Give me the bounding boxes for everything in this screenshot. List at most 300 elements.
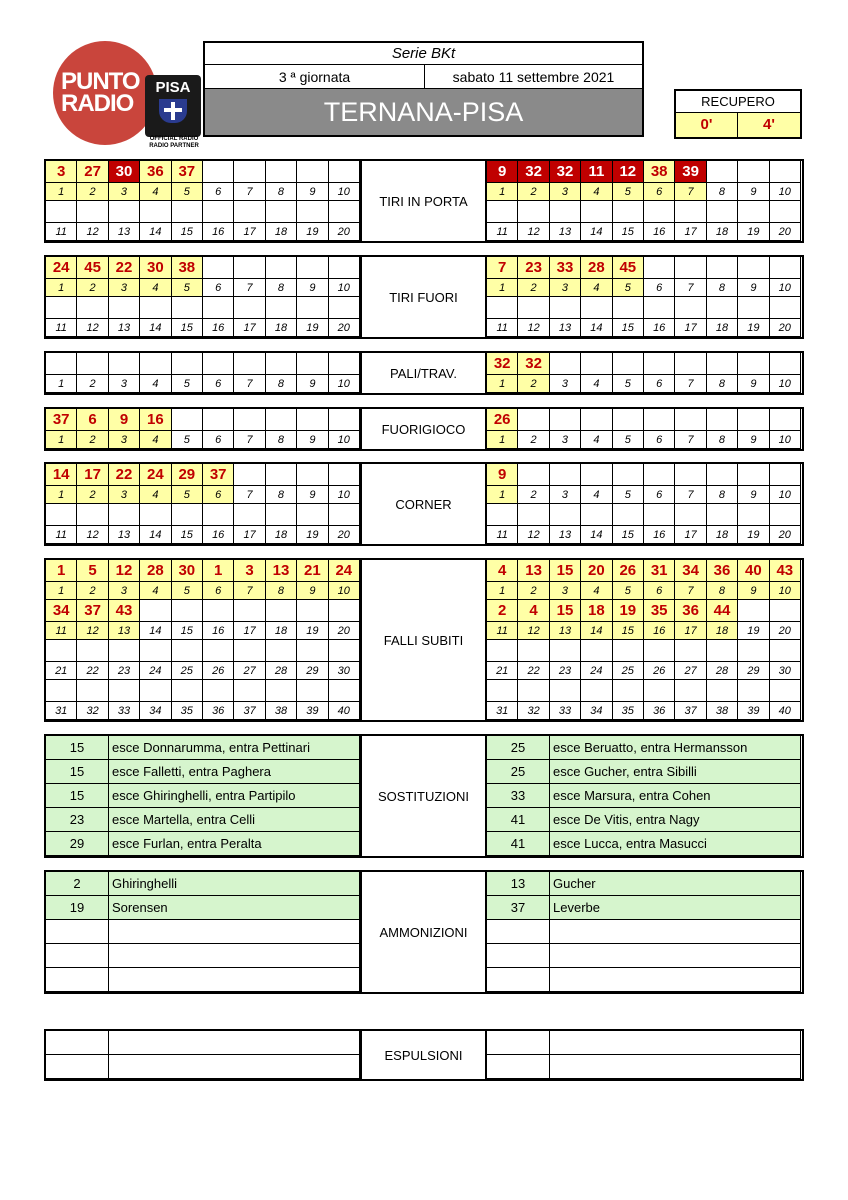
stat-index-cell: 19 <box>297 622 328 640</box>
recupero-first-half: 0' <box>676 113 738 137</box>
stat-index-cell: 8 <box>707 486 738 504</box>
stat-value-cell <box>297 161 328 183</box>
expulsions-entry <box>109 1031 360 1055</box>
stat-value-cell: 5 <box>77 560 108 582</box>
stat-index-cell: 4 <box>581 582 612 600</box>
stat-value-cell <box>329 680 360 702</box>
stat-value-cell: 13 <box>266 560 297 582</box>
stat-index-cell: 8 <box>707 183 738 201</box>
stat-index-cell: 13 <box>550 526 581 544</box>
stat-value-cell <box>581 640 612 662</box>
stat-value-cell <box>707 504 738 526</box>
stat-value-cell: 18 <box>581 600 612 622</box>
stat-index-cell: 8 <box>266 375 297 393</box>
stat-index-cell: 7 <box>675 431 706 449</box>
stat-index-cell: 16 <box>203 622 234 640</box>
stat-value-cell: 1 <box>203 560 234 582</box>
stat-index-cell: 26 <box>203 662 234 680</box>
stat-index-cell: 32 <box>518 702 549 720</box>
stat-value-cell <box>140 353 171 375</box>
bookings-minute <box>46 920 109 944</box>
stat-index-cell: 3 <box>109 279 140 297</box>
stat-value-cell: 35 <box>644 600 675 622</box>
stat-value-cell <box>487 680 518 702</box>
stat-value-cell <box>203 161 234 183</box>
stat-index-cell: 14 <box>140 526 171 544</box>
stat-index-cell: 3 <box>550 279 581 297</box>
stat-index-cell: 22 <box>518 662 549 680</box>
stat-value-cell: 32 <box>487 353 518 375</box>
stat-value-cell <box>613 297 644 319</box>
stat-index-cell: 31 <box>46 702 77 720</box>
bookings-entry: Leverbe <box>550 896 801 920</box>
stat-index-cell: 13 <box>550 319 581 337</box>
stat-value-cell <box>738 353 769 375</box>
stat-value-cell: 4 <box>487 560 518 582</box>
stat-index-cell: 1 <box>487 279 518 297</box>
stat-value-cell: 13 <box>518 560 549 582</box>
stat-value-cell: 28 <box>581 257 612 279</box>
stat-value-cell <box>487 504 518 526</box>
stat-value-cell <box>518 680 549 702</box>
stat-value-cell <box>770 353 801 375</box>
stat-value-cell: 9 <box>487 464 518 486</box>
stat-value-cell <box>329 201 360 223</box>
stat-value-cell <box>140 297 171 319</box>
stat-value-cell <box>518 409 549 431</box>
stat-index-cell: 3 <box>550 486 581 504</box>
stat-value-cell <box>329 600 360 622</box>
stat-index-cell: 6 <box>644 183 675 201</box>
stat-value-cell: 31 <box>644 560 675 582</box>
stat-index-cell: 9 <box>738 375 769 393</box>
stat-index-cell: 19 <box>297 319 328 337</box>
stat-value-cell: 6 <box>77 409 108 431</box>
stat-index-cell: 7 <box>234 183 265 201</box>
stat-index-cell: 8 <box>266 486 297 504</box>
stat-value-cell: 15 <box>550 600 581 622</box>
stat-index-cell: 13 <box>109 526 140 544</box>
stat-index-cell: 1 <box>46 431 77 449</box>
stat-value-cell <box>234 409 265 431</box>
stat-index-cell: 4 <box>140 279 171 297</box>
stat-index-cell: 12 <box>518 622 549 640</box>
stat-index-cell: 7 <box>234 375 265 393</box>
stat-index-cell: 6 <box>644 375 675 393</box>
stat-value-cell <box>266 409 297 431</box>
stat-value-cell: 43 <box>109 600 140 622</box>
stat-value-cell: 4 <box>518 600 549 622</box>
stat-index-cell: 20 <box>770 622 801 640</box>
stat-index-cell: 1 <box>487 582 518 600</box>
stat-value-cell <box>172 409 203 431</box>
stat-value-cell <box>203 201 234 223</box>
bookings-entry <box>109 920 360 944</box>
stat-index-cell: 36 <box>644 702 675 720</box>
stat-index-cell: 23 <box>550 662 581 680</box>
stat-value-cell: 44 <box>707 600 738 622</box>
stat-index-cell: 2 <box>77 279 108 297</box>
stat-index-cell: 8 <box>266 582 297 600</box>
stat-index-cell: 30 <box>329 662 360 680</box>
stat-index-cell: 28 <box>266 662 297 680</box>
stat-value-cell <box>172 680 203 702</box>
expulsions-minute <box>487 1031 550 1055</box>
stat-value-cell <box>234 161 265 183</box>
stat-index-cell: 35 <box>613 702 644 720</box>
stat-index-cell: 20 <box>329 223 360 241</box>
stat-value-cell <box>738 201 769 223</box>
stat-index-cell: 2 <box>77 183 108 201</box>
stat-value-cell <box>707 161 738 183</box>
stat-value-cell <box>46 504 77 526</box>
stat-value-cell <box>707 297 738 319</box>
stat-index-cell: 8 <box>266 431 297 449</box>
stat-value-cell <box>581 297 612 319</box>
bookings-minute <box>487 944 550 968</box>
stat-value-cell <box>581 464 612 486</box>
stat-index-cell: 16 <box>644 526 675 544</box>
stat-value-cell: 20 <box>581 560 612 582</box>
stat-index-cell: 17 <box>675 526 706 544</box>
stat-value-cell <box>77 297 108 319</box>
stat-index-cell: 9 <box>738 183 769 201</box>
stat-index-cell: 14 <box>581 622 612 640</box>
stat-value-cell: 37 <box>203 464 234 486</box>
stat-value-cell <box>140 640 171 662</box>
stat-value-cell <box>329 640 360 662</box>
bookings-minute <box>487 968 550 992</box>
stat-index-cell: 19 <box>297 223 328 241</box>
bookings-entry: Ghiringhelli <box>109 872 360 896</box>
stat-value-cell <box>140 600 171 622</box>
stat-value-cell <box>613 640 644 662</box>
stat-index-cell: 15 <box>172 223 203 241</box>
stat-value-cell: 24 <box>140 464 171 486</box>
stat-value-cell <box>109 640 140 662</box>
stat-value-cell: 19 <box>613 600 644 622</box>
stat-value-cell <box>172 201 203 223</box>
stat-index-cell: 20 <box>329 526 360 544</box>
expulsions-entry <box>109 1055 360 1079</box>
stat-index-cell: 10 <box>770 279 801 297</box>
stat-index-cell: 9 <box>297 279 328 297</box>
stat-index-cell: 3 <box>109 183 140 201</box>
stat-index-cell: 12 <box>77 319 108 337</box>
bookings-entry <box>109 968 360 992</box>
stat-label: TIRI IN PORTA <box>360 161 487 241</box>
stat-index-cell: 14 <box>140 319 171 337</box>
bookings-entry <box>550 968 801 992</box>
substitutions-entry: esce Furlan, entra Peralta <box>109 832 360 856</box>
stat-value-cell <box>266 680 297 702</box>
stat-index-cell: 10 <box>329 375 360 393</box>
stat-value-cell <box>172 504 203 526</box>
expulsions-minute <box>46 1031 109 1055</box>
stat-value-cell: 24 <box>46 257 77 279</box>
stat-value-cell <box>172 640 203 662</box>
stat-value-cell: 30 <box>140 257 171 279</box>
stat-index-cell: 17 <box>234 223 265 241</box>
stat-value-cell <box>266 201 297 223</box>
expulsions-entry <box>550 1031 801 1055</box>
round-label: 3 ª giornata <box>205 65 425 89</box>
stat-index-cell: 5 <box>613 582 644 600</box>
stat-index-cell: 3 <box>109 582 140 600</box>
stat-value-cell <box>675 409 706 431</box>
bookings-minute: 13 <box>487 872 550 896</box>
stat-index-cell: 19 <box>738 223 769 241</box>
stat-label: CORNER <box>360 464 487 544</box>
stat-label: FALLI SUBITI <box>360 560 487 720</box>
stat-index-cell: 10 <box>329 183 360 201</box>
stat-value-cell <box>613 504 644 526</box>
stat-value-cell: 3 <box>234 560 265 582</box>
stat-value-cell: 37 <box>172 161 203 183</box>
stat-value-cell <box>46 297 77 319</box>
stat-index-cell: 8 <box>707 375 738 393</box>
stat-value-cell: 11 <box>581 161 612 183</box>
stat-index-cell: 5 <box>172 375 203 393</box>
stat-index-cell: 15 <box>613 319 644 337</box>
stat-index-cell: 25 <box>172 662 203 680</box>
stat-index-cell: 17 <box>675 319 706 337</box>
stat-value-cell <box>707 409 738 431</box>
stat-index-cell: 2 <box>518 431 549 449</box>
stat-value-cell: 32 <box>550 161 581 183</box>
stat-index-cell: 5 <box>613 486 644 504</box>
stat-value-cell <box>77 504 108 526</box>
stat-value-cell: 27 <box>77 161 108 183</box>
stat-index-cell: 22 <box>77 662 108 680</box>
stat-value-cell <box>550 464 581 486</box>
substitutions-minute: 29 <box>46 832 109 856</box>
stat-index-cell: 18 <box>266 622 297 640</box>
stat-index-cell: 4 <box>581 375 612 393</box>
stat-index-cell: 11 <box>487 223 518 241</box>
stat-index-cell: 10 <box>770 431 801 449</box>
stat-value-cell <box>109 353 140 375</box>
stat-value-cell <box>266 600 297 622</box>
stat-index-cell: 6 <box>203 183 234 201</box>
stat-index-cell: 17 <box>675 622 706 640</box>
stat-index-cell: 18 <box>707 526 738 544</box>
stat-index-cell: 20 <box>770 319 801 337</box>
stat-value-cell <box>644 409 675 431</box>
match-title: TERNANA-PISA <box>205 89 642 135</box>
stat-index-cell: 14 <box>581 223 612 241</box>
stat-index-cell: 5 <box>613 375 644 393</box>
stat-value-cell <box>234 680 265 702</box>
stat-index-cell: 13 <box>550 622 581 640</box>
stat-index-cell: 7 <box>234 431 265 449</box>
stat-index-cell: 20 <box>770 223 801 241</box>
stat-index-cell: 2 <box>518 486 549 504</box>
substitutions-minute: 33 <box>487 784 550 808</box>
stat-value-cell: 33 <box>550 257 581 279</box>
stat-value-cell <box>297 600 328 622</box>
stat-index-cell: 15 <box>172 319 203 337</box>
stat-index-cell: 8 <box>707 582 738 600</box>
stat-index-cell: 15 <box>172 622 203 640</box>
stat-index-cell: 9 <box>297 431 328 449</box>
stat-index-cell: 40 <box>770 702 801 720</box>
stat-index-cell: 4 <box>581 486 612 504</box>
stat-value-cell <box>518 504 549 526</box>
stat-index-cell: 14 <box>581 526 612 544</box>
stat-value-cell <box>77 640 108 662</box>
stat-index-cell: 3 <box>109 486 140 504</box>
stat-index-cell: 13 <box>550 223 581 241</box>
stat-value-cell: 37 <box>46 409 77 431</box>
stat-value-cell <box>266 161 297 183</box>
stat-index-cell: 29 <box>738 662 769 680</box>
bookings-label: AMMONIZIONI <box>360 872 487 992</box>
stat-value-cell: 32 <box>518 161 549 183</box>
stat-index-cell: 16 <box>203 319 234 337</box>
stat-index-cell: 33 <box>550 702 581 720</box>
stat-value-cell <box>675 353 706 375</box>
stat-index-cell: 1 <box>46 183 77 201</box>
substitutions-label: SOSTITUZIONI <box>360 736 487 856</box>
stat-value-cell <box>266 257 297 279</box>
stat-value-cell <box>77 680 108 702</box>
stat-index-cell: 35 <box>172 702 203 720</box>
stat-value-cell: 45 <box>77 257 108 279</box>
stat-index-cell: 25 <box>613 662 644 680</box>
stat-index-cell: 7 <box>675 486 706 504</box>
stat-index-cell: 11 <box>46 319 77 337</box>
substitutions-entry: esce Martella, entra Celli <box>109 808 360 832</box>
stat-value-cell: 14 <box>46 464 77 486</box>
stat-value-cell <box>581 504 612 526</box>
stat-value-cell <box>46 201 77 223</box>
stat-index-cell: 11 <box>487 622 518 640</box>
stat-index-cell: 5 <box>172 183 203 201</box>
stat-value-cell <box>644 257 675 279</box>
stat-value-cell <box>203 504 234 526</box>
stat-index-cell: 39 <box>297 702 328 720</box>
stat-label: FUORIGIOCO <box>360 409 487 449</box>
stat-index-cell: 1 <box>46 582 77 600</box>
stat-value-cell <box>266 353 297 375</box>
stat-index-cell: 4 <box>140 486 171 504</box>
stat-index-cell: 10 <box>329 431 360 449</box>
substitutions-minute: 15 <box>46 784 109 808</box>
stat-index-cell: 19 <box>297 526 328 544</box>
stat-index-cell: 18 <box>266 526 297 544</box>
stat-index-cell: 4 <box>140 431 171 449</box>
stat-index-cell: 1 <box>46 486 77 504</box>
stat-value-cell <box>329 297 360 319</box>
stat-index-cell: 7 <box>675 375 706 393</box>
stat-index-cell: 1 <box>487 486 518 504</box>
logo-caption-line-2: RADIO PARTNER <box>149 143 199 149</box>
substitutions-minute: 15 <box>46 736 109 760</box>
stat-index-cell: 1 <box>487 183 518 201</box>
stat-index-cell: 12 <box>518 526 549 544</box>
stat-index-cell: 11 <box>46 526 77 544</box>
stat-index-cell: 3 <box>550 582 581 600</box>
stat-value-cell <box>297 409 328 431</box>
stat-value-cell <box>738 640 769 662</box>
stat-value-cell <box>581 353 612 375</box>
stat-value-cell: 36 <box>140 161 171 183</box>
stat-value-cell <box>613 464 644 486</box>
stat-value-cell <box>46 353 77 375</box>
stat-index-cell: 2 <box>77 582 108 600</box>
stat-index-cell: 5 <box>172 582 203 600</box>
stat-index-cell: 8 <box>266 183 297 201</box>
stat-index-cell: 2 <box>518 582 549 600</box>
bookings-minute: 19 <box>46 896 109 920</box>
stat-index-cell: 37 <box>675 702 706 720</box>
bookings-minute <box>46 944 109 968</box>
stat-value-cell: 3 <box>46 161 77 183</box>
stat-value-cell <box>550 680 581 702</box>
stat-index-cell: 5 <box>172 279 203 297</box>
stat-value-cell <box>487 297 518 319</box>
stat-index-cell: 8 <box>707 279 738 297</box>
stat-value-cell <box>738 600 769 622</box>
stat-index-cell: 3 <box>109 431 140 449</box>
stat-value-cell <box>234 257 265 279</box>
stat-value-cell <box>234 353 265 375</box>
stat-value-cell: 2 <box>487 600 518 622</box>
stat-value-cell <box>266 504 297 526</box>
stat-value-cell <box>550 409 581 431</box>
stat-value-cell: 37 <box>77 600 108 622</box>
stat-index-cell: 9 <box>738 279 769 297</box>
stat-value-cell: 23 <box>518 257 549 279</box>
stat-label: PALI/TRAV. <box>360 353 487 393</box>
stat-index-cell: 24 <box>581 662 612 680</box>
stat-index-cell: 37 <box>234 702 265 720</box>
stat-value-cell <box>297 297 328 319</box>
stat-index-cell: 3 <box>109 375 140 393</box>
stat-value-cell <box>675 680 706 702</box>
stat-label: TIRI FUORI <box>360 257 487 337</box>
stat-value-cell: 7 <box>487 257 518 279</box>
stat-index-cell: 9 <box>297 375 328 393</box>
stat-index-cell: 2 <box>77 486 108 504</box>
stat-value-cell: 38 <box>644 161 675 183</box>
stat-value-cell <box>297 504 328 526</box>
stat-index-cell: 14 <box>140 223 171 241</box>
stat-index-cell: 4 <box>581 183 612 201</box>
stat-value-cell <box>234 640 265 662</box>
bookings-entry <box>550 944 801 968</box>
stat-value-cell <box>203 409 234 431</box>
stat-value-cell <box>487 640 518 662</box>
stat-value-cell <box>644 680 675 702</box>
stat-value-cell <box>644 504 675 526</box>
bookings-minute: 2 <box>46 872 109 896</box>
stat-value-cell <box>550 201 581 223</box>
stat-value-cell <box>77 201 108 223</box>
stat-value-cell <box>675 504 706 526</box>
substitutions-minute: 41 <box>487 832 550 856</box>
bookings-entry <box>109 944 360 968</box>
stat-value-cell <box>550 297 581 319</box>
stat-index-cell: 17 <box>234 622 265 640</box>
stat-value-cell: 12 <box>613 161 644 183</box>
stat-index-cell: 19 <box>738 319 769 337</box>
stat-value-cell <box>297 201 328 223</box>
stat-value-cell <box>581 201 612 223</box>
stat-value-cell <box>46 680 77 702</box>
stat-value-cell <box>770 297 801 319</box>
